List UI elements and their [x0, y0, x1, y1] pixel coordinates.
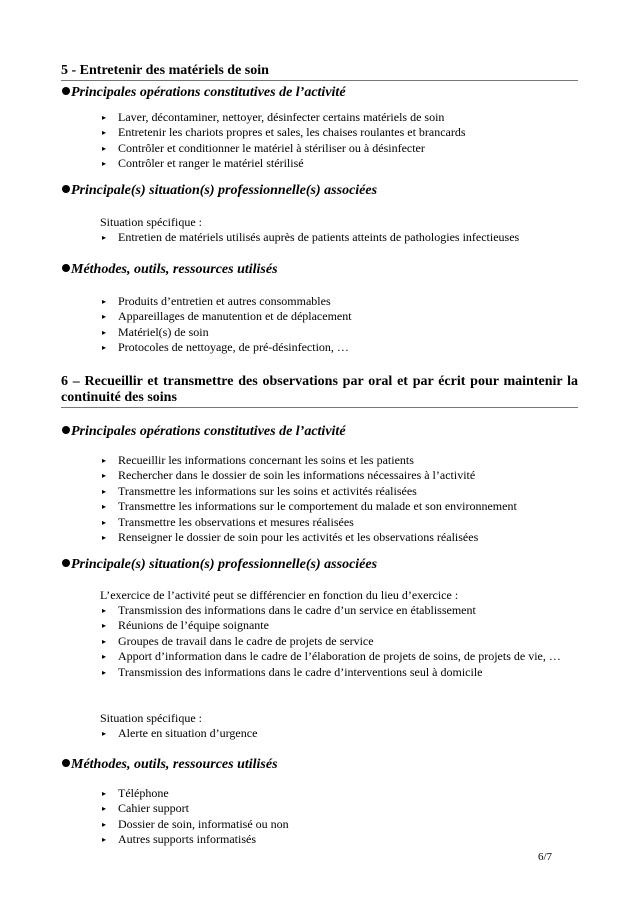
section-6-methods-list — [100, 786, 584, 848]
list-item — [100, 141, 584, 156]
list-item-text: Transmettre les informations sur les soins et activités réalisées — [118, 483, 417, 498]
list-item-text: Alerte en situation d’urgence — [118, 726, 258, 740]
heading-text: Méthodes, outils, ressources utilisés — [71, 757, 278, 772]
list-item — [100, 230, 584, 245]
list-item — [100, 603, 584, 618]
list-item — [100, 340, 584, 355]
section-5-methods-heading — [62, 262, 278, 278]
bullet-dot-icon — [62, 264, 70, 272]
bullet-dot-icon — [62, 759, 70, 767]
page-number: 6/7 — [538, 851, 553, 863]
list-item-text: Apport d’information dans le cadre de l’élaboration de projets de soins, de projets de vie, … — [118, 649, 561, 664]
list-item-text: Protocoles de nettoyage, de pré-désinfection, … — [118, 340, 349, 355]
list-item-text: Transmission des informations dans le cadre d’interventions seul à domicile — [118, 664, 483, 679]
list-item — [100, 665, 584, 680]
list-item-text: Autres supports informatisés — [118, 832, 256, 847]
section-6-situations-heading — [62, 557, 377, 573]
arrow-bullet-icon: ▸ — [102, 502, 107, 512]
list-item — [100, 453, 584, 468]
arrow-bullet-icon: ▸ — [102, 297, 107, 306]
list-item-text: Entretien de matériels utilisés auprès de patients atteints de pathologies infectieuses — [118, 230, 520, 244]
section-5-situations-list — [100, 230, 584, 245]
arrow-bullet-icon: ▸ — [102, 233, 107, 242]
heading-text: Principales opérations constitutives de l’activité — [71, 424, 346, 439]
section-5-specific-label: Situation spécifique : — [100, 215, 202, 229]
arrow-bullet-icon: ▸ — [102, 486, 107, 496]
section-6-specific-list — [100, 726, 584, 741]
list-item-text: Appareillages de manutention et de déplacement — [118, 309, 352, 324]
arrow-bullet-icon: ▸ — [102, 652, 107, 662]
bullet-dot-icon — [62, 559, 70, 567]
arrow-bullet-icon: ▸ — [102, 343, 107, 353]
list-item-text: Contrôler et conditionner le matériel à stériliser ou à désinfecter — [118, 140, 425, 155]
list-item — [100, 726, 584, 741]
list-item — [100, 110, 584, 125]
list-item-text: Produits d’entretien et autres consommables — [118, 294, 331, 308]
list-item — [100, 832, 584, 847]
heading-text: Principale(s) situation(s) professionnelle(s) associées — [71, 183, 378, 198]
heading-text: Méthodes, outils, ressources utilisés — [71, 262, 278, 277]
arrow-bullet-icon: ▸ — [102, 819, 107, 829]
section-6-situations-list — [100, 603, 584, 680]
section-5-situations-heading — [62, 183, 377, 199]
heading-text: Principale(s) situation(s) professionnelle(s) associées — [71, 557, 378, 572]
arrow-bullet-icon: ▸ — [102, 159, 107, 169]
list-item — [100, 515, 584, 530]
arrow-bullet-icon: ▸ — [102, 621, 107, 631]
list-item-text: Recueillir les informations concernant les soins et les patients — [118, 453, 414, 467]
list-item — [100, 325, 584, 340]
list-item-text: Entretenir les chariots propres et sales, les chaises roulantes et brancards — [118, 125, 466, 140]
arrow-bullet-icon: ▸ — [102, 606, 107, 615]
list-item-text: Rechercher dans le dossier de soin les informations nécessaires à l’activité — [118, 468, 476, 483]
list-item — [100, 125, 584, 140]
list-item — [100, 294, 584, 309]
list-item-text: Cahier support — [118, 801, 189, 816]
arrow-bullet-icon: ▸ — [102, 533, 107, 543]
section-5-title: 5 - Entretenir des matériels de soin — [61, 63, 578, 81]
arrow-bullet-icon: ▸ — [102, 327, 107, 337]
list-item — [100, 484, 584, 499]
list-item — [100, 530, 584, 545]
section-5-methods-list — [100, 294, 584, 356]
list-item — [100, 499, 584, 514]
section-5-operations-heading — [62, 85, 346, 101]
list-item — [100, 801, 584, 816]
list-item — [100, 649, 584, 664]
section-6-title: 6 – Recueillir et transmettre des observations par oral et par écrit pour maintenir la continuité des soins — [61, 374, 578, 408]
arrow-bullet-icon: ▸ — [102, 667, 107, 677]
bullet-dot-icon — [62, 426, 70, 434]
section-6-intro: L’exercice de l’activité peut se différencier en fonction du lieu d’exercice : — [100, 588, 459, 602]
list-item — [100, 618, 584, 633]
bullet-dot-icon — [62, 185, 70, 193]
section-6-specific-label: Situation spécifique : — [100, 711, 202, 725]
arrow-bullet-icon: ▸ — [102, 456, 107, 465]
arrow-bullet-icon: ▸ — [102, 113, 107, 122]
list-item — [100, 309, 584, 324]
list-item-text: Matériel(s) de soin — [118, 324, 209, 339]
list-item-text: Transmettre les observations et mesures réalisées — [118, 514, 354, 529]
section-5-operations-list — [100, 110, 584, 172]
list-item-text: Renseigner le dossier de soin pour les activités et les observations réalisées — [118, 530, 479, 545]
heading-text: Principales opérations constitutives de l’activité — [71, 85, 346, 100]
arrow-bullet-icon: ▸ — [102, 312, 107, 322]
section-6-methods-heading — [62, 757, 278, 773]
arrow-bullet-icon: ▸ — [102, 636, 107, 646]
arrow-bullet-icon: ▸ — [102, 128, 107, 138]
arrow-bullet-icon: ▸ — [102, 143, 107, 153]
list-item — [100, 634, 584, 649]
arrow-bullet-icon: ▸ — [102, 517, 107, 527]
arrow-bullet-icon: ▸ — [102, 804, 107, 814]
list-item — [100, 156, 584, 171]
arrow-bullet-icon: ▸ — [102, 789, 107, 798]
list-item-text: Contrôler et ranger le matériel stérilisé — [118, 156, 304, 171]
section-6-operations-list — [100, 453, 584, 545]
list-item — [100, 786, 584, 801]
list-item-text: Groupes de travail dans le cadre de projets de service — [118, 633, 374, 648]
list-item — [100, 468, 584, 483]
list-item-text: Transmission des informations dans le cadre d’un service en établissement — [118, 603, 476, 617]
arrow-bullet-icon: ▸ — [102, 835, 107, 845]
bullet-dot-icon — [62, 87, 70, 95]
list-item — [100, 817, 584, 832]
list-item-text: Réunions de l’équipe soignante — [118, 618, 269, 633]
section-6-operations-heading — [62, 424, 346, 440]
list-item-text: Laver, décontaminer, nettoyer, désinfecter certains matériels de soin — [118, 110, 445, 124]
list-item-text: Téléphone — [118, 786, 169, 800]
list-item-text: Transmettre les informations sur le comportement du malade et son environnement — [118, 499, 517, 514]
arrow-bullet-icon: ▸ — [102, 471, 107, 481]
list-item-text: Dossier de soin, informatisé ou non — [118, 816, 289, 831]
arrow-bullet-icon: ▸ — [102, 729, 107, 738]
